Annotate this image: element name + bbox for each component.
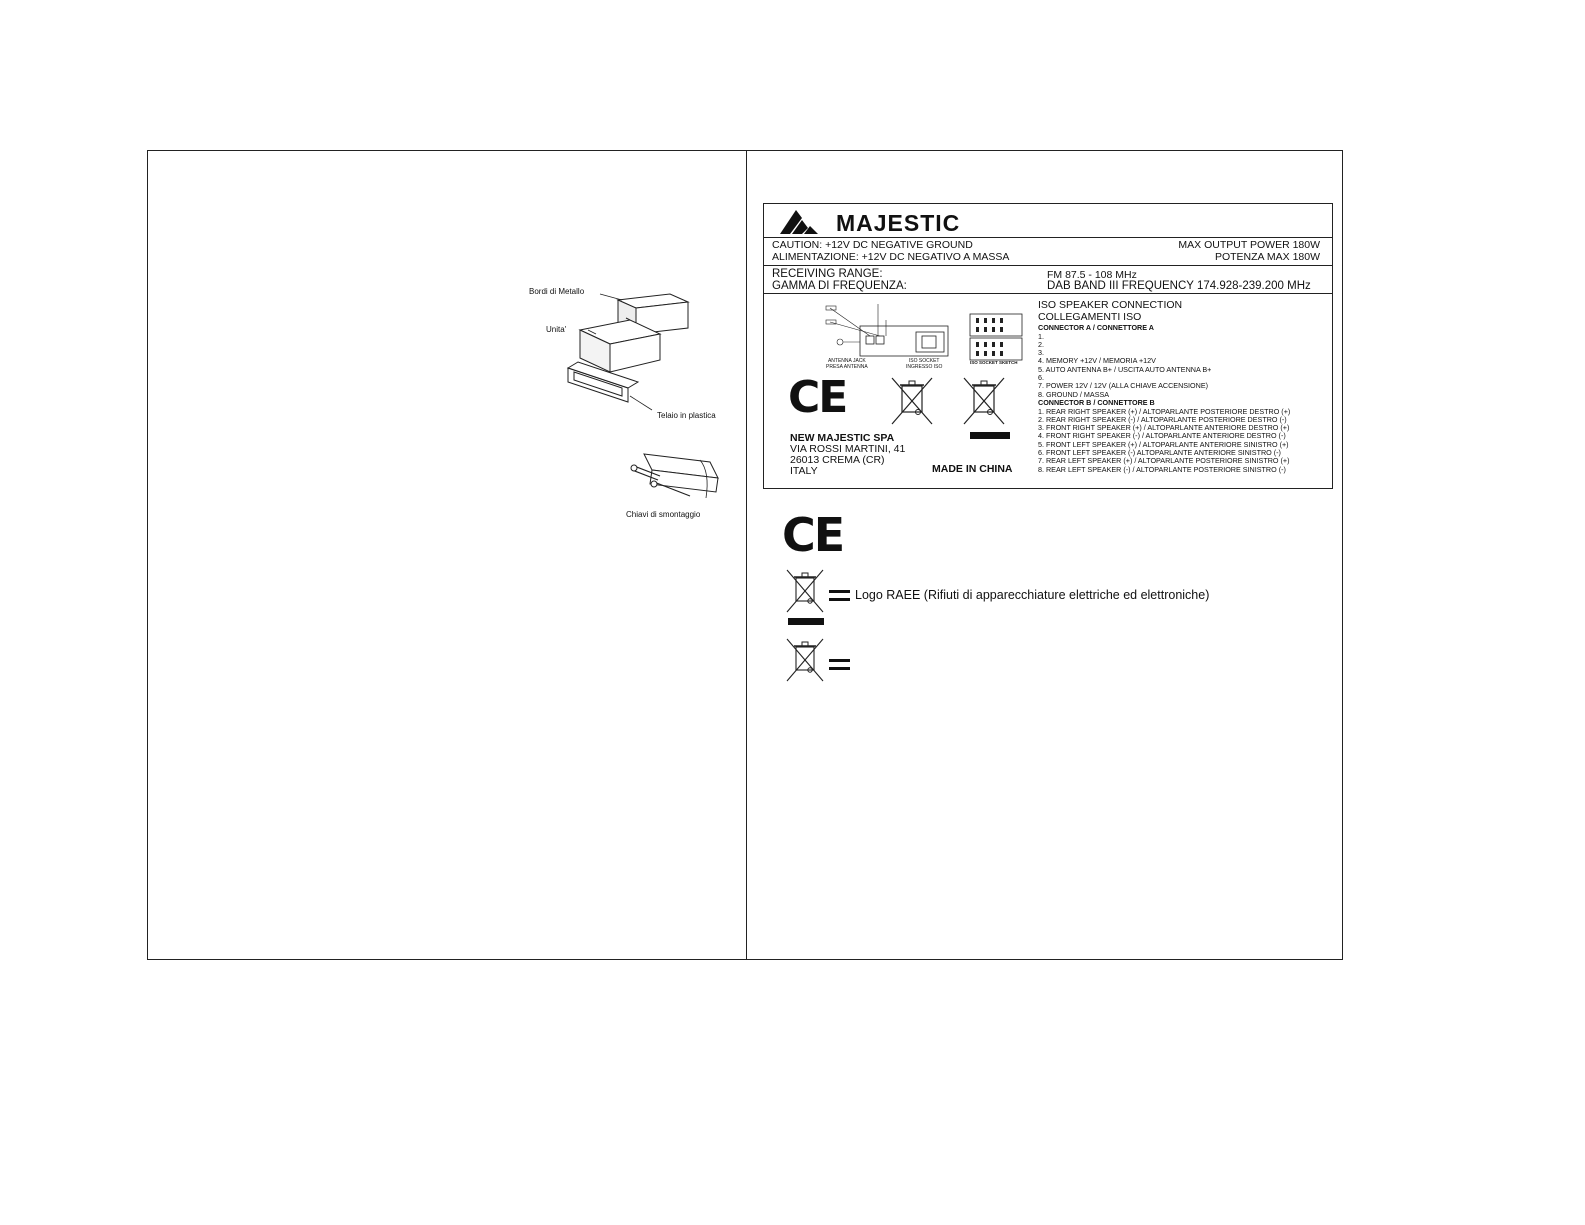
- weee-bar-icon: [970, 432, 1010, 439]
- removal-keys-label: Chiavi di smontaggio: [626, 510, 701, 519]
- ce-mark-icon: CE: [788, 372, 847, 423]
- weee-bin-icon: [962, 376, 1006, 426]
- brand-name: MAJESTIC: [836, 210, 961, 236]
- iso-socket-label: ISO SOCKET INGRESSO ISO: [906, 358, 943, 370]
- weee-bin-icon: [890, 376, 934, 426]
- list-item: 8. REAR LEFT SPEAKER (-) / ALTOPARLANTE POSTERIORE SINISTRO (-): [1038, 464, 1286, 474]
- unit-frame-illustration: [560, 288, 760, 428]
- list-item: 7. REAR LEFT SPEAKER (+) / ALTOPARLANTE POSTERIORE SINISTRO (+): [1038, 456, 1290, 466]
- list-item: 1.: [1038, 331, 1044, 341]
- connector-a-title: CONNECTOR A / CONNETTORE A: [1038, 323, 1154, 332]
- iso-sketch-label: ISO SOCKET SKETCH: [970, 360, 1018, 365]
- metal-edges-label: Bordi di Metallo: [529, 287, 585, 296]
- iso-title-it: COLLEGAMENTI ISO: [1038, 311, 1142, 323]
- equals-icon: [829, 667, 850, 670]
- majestic-logo-icon: [778, 208, 832, 236]
- list-item: 6. FRONT LEFT SPEAKER (-) ALTOPARLANTE ANTERIORE SINISTRO (-): [1038, 447, 1281, 457]
- label-divider: [764, 265, 1332, 266]
- list-item: 5. AUTO ANTENNA B+ / USCITA AUTO ANTENNA B+: [1038, 364, 1212, 374]
- equals-icon: [829, 598, 850, 601]
- list-item: 1. REAR RIGHT SPEAKER (+) / ALTOPARLANTE POSTERIORE DESTRO (+): [1038, 406, 1291, 416]
- dab-range: DAB BAND III FREQUENCY 174.928-239.200 MHz: [1047, 280, 1311, 292]
- rating-label: [763, 203, 1333, 489]
- weee-bin-icon: [785, 637, 825, 683]
- list-item: 7. POWER 12V / 12V (ALLA CHIAVE ACCENSIONE): [1038, 381, 1209, 391]
- list-item: 8. GROUND / MASSA: [1038, 389, 1110, 399]
- label-divider: [764, 237, 1332, 238]
- list-item: 6.: [1038, 372, 1044, 382]
- plastic-frame-label: Telaio in plastica: [657, 411, 716, 420]
- weee-bin-icon: [785, 568, 825, 614]
- power-it: POTENZA MAX 180W: [1214, 251, 1320, 263]
- connector-a-list: [1038, 333, 1211, 399]
- label-divider: [764, 293, 1332, 294]
- iso-title-en: ISO SPEAKER CONNECTION: [1038, 299, 1183, 311]
- fm-range: FM 87.5 - 108 MHz: [1047, 269, 1137, 281]
- made-in: MADE IN CHINA: [932, 463, 1013, 475]
- caution-en: CAUTION: +12V DC NEGATIVE GROUND: [772, 239, 973, 251]
- raee-text: Logo RAEE (Rifiuti di apparecchiature elettriche ed elettroniche): [855, 588, 1210, 602]
- list-item: 3.: [1038, 348, 1044, 358]
- range-it: GAMMA DI FREQUENZA:: [772, 280, 907, 292]
- equals-icon: [829, 659, 850, 662]
- list-item: 2.: [1038, 339, 1044, 349]
- page-divider: [746, 150, 747, 960]
- list-item: 3. FRONT RIGHT SPEAKER (+) / ALTOPARLANTE ANTERIORE DESTRO (+): [1038, 423, 1290, 433]
- wiring-diagram: [768, 296, 1026, 368]
- manufacturer-address: NEW MAJESTIC SPA VIA ROSSI MARTINI, 41 26013 CREMA (CR) ITALY: [790, 432, 906, 477]
- connector-b-list: [1038, 408, 1290, 474]
- power-en: MAX OUTPUT POWER 180W: [1178, 239, 1320, 251]
- list-item: 2. REAR RIGHT SPEAKER (-) / ALTOPARLANTE POSTERIORE DESTRO (-): [1038, 414, 1287, 424]
- list-item: 4. MEMORY +12V / MEMORIA +12V: [1038, 356, 1156, 366]
- range-en: RECEIVING RANGE:: [772, 268, 883, 280]
- list-item: 5. FRONT LEFT SPEAKER (+) / ALTOPARLANTE ANTERIORE SINISTRO (+): [1038, 439, 1289, 449]
- caution-it: ALIMENTAZIONE: +12V DC NEGATIVO A MASSA: [772, 251, 1010, 263]
- weee-bar-icon: [788, 618, 824, 625]
- ce-mark-icon: CE: [782, 508, 844, 562]
- unit-label: Unita': [546, 325, 567, 334]
- list-item: 4. FRONT RIGHT SPEAKER (-) / ALTOPARLANTE ANTERIORE DESTRO (-): [1038, 431, 1286, 441]
- equals-icon: [829, 590, 850, 593]
- antenna-jack-label: ANTENNA JACK PRESA ANTENNA: [826, 358, 868, 370]
- connector-b-title: CONNECTOR B / CONNETTORE B: [1038, 398, 1155, 407]
- removal-keys-illustration: [630, 448, 725, 508]
